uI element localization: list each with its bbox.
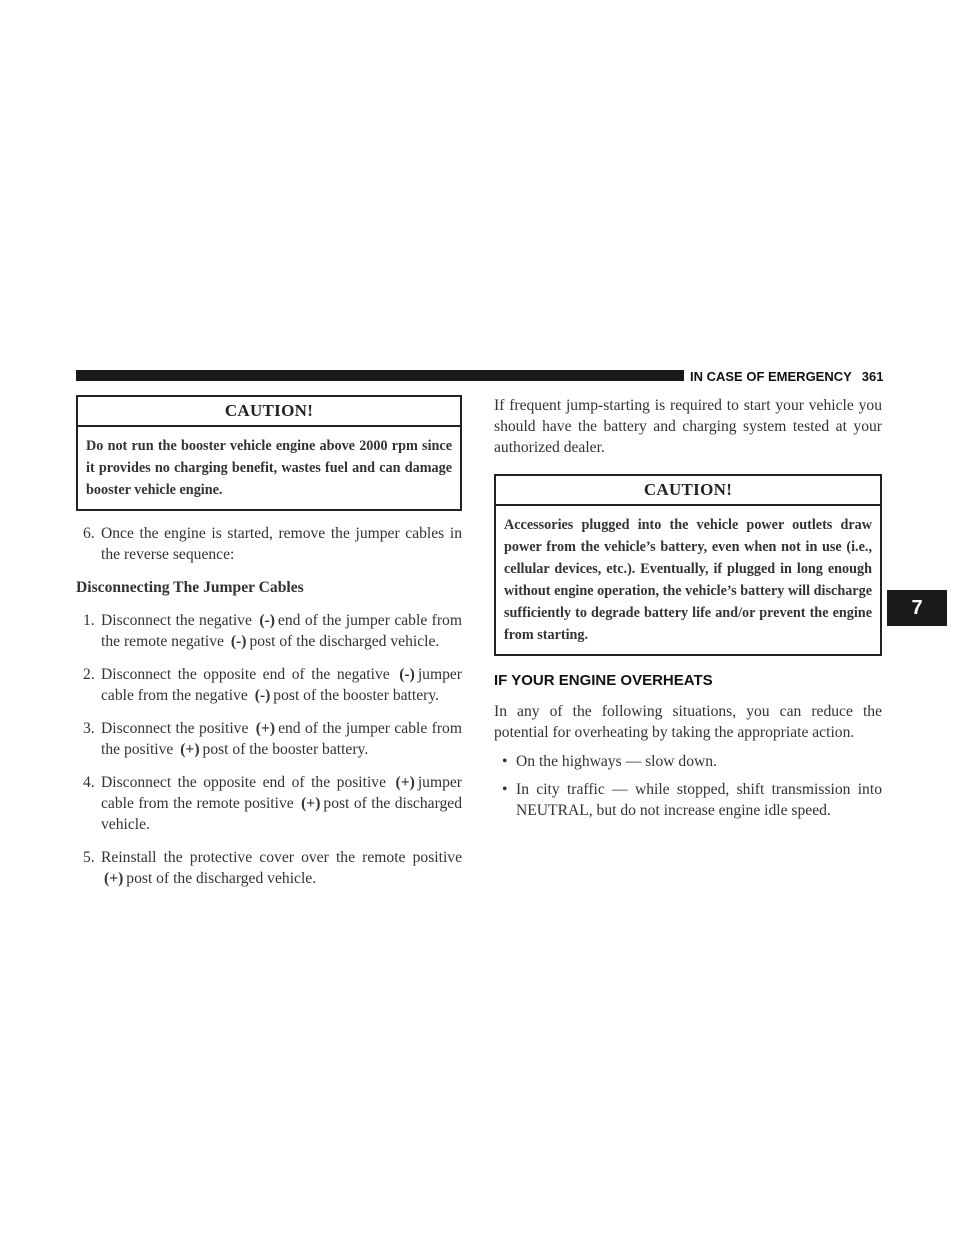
chapter-tab: 7 <box>887 590 947 626</box>
subheading-disconnecting: Disconnecting The Jumper Cables <box>76 579 304 596</box>
caution-box-booster <box>76 395 462 511</box>
jump-start-note: If frequent jump-starting is required to start your vehicle you should have the battery and charging system tested at your authorized dealer. <box>494 397 882 456</box>
disconnect-step: 4. Disconnect the opposite end of the positive (+) jumper cable from the remote positive (+) post of the discharged vehicle. <box>83 774 462 833</box>
disconnect-step-5: 5. Reinstall the protective cover over the remote positive (+) post of the discharged vehicle. <box>83 849 462 887</box>
step-6: 6. Once the engine is started, remove the jumper cables in the reverse sequence: <box>83 525 462 563</box>
disconnect-step: 1. Disconnect the negative (-) end of the jumper cable from the remote negative (-) post of the discharged vehicle. <box>83 612 462 650</box>
header-rule <box>76 370 684 381</box>
section-name: IN CASE OF EMERGENCY <box>690 369 852 384</box>
caution-box-accessories <box>494 474 882 656</box>
left-column <box>76 395 462 901</box>
disconnect-step: 3. Disconnect the positive (+) end of the jumper cable from the positive (+) post of the booster battery. <box>83 720 462 758</box>
caution-title: CAUTION! <box>496 476 880 506</box>
bullet-item: • In city traffic — while stopped, shift transmission into NEUTRAL, but do not increase engine idle speed. <box>502 781 882 819</box>
caution-text: Accessories plugged into the vehicle power outlets draw power from the vehicle’s battery, even when not in use (i.e., cellular devices, etc.). Eventually, if plugged in long enough without engine operation, the vehicle’s battery will discharge sufficiently to degrade battery life and/or prevent the engine from starting. <box>504 517 872 643</box>
disconnect-step: 2. Disconnect the opposite end of the negative (-) jumper cable from the negative (-) post of the booster battery. <box>83 666 462 704</box>
page-number: 361 <box>861 369 884 384</box>
running-header <box>690 369 882 384</box>
bullet-item: • On the highways — slow down. <box>502 753 717 770</box>
right-column <box>494 395 882 828</box>
overheat-intro: In any of the following situations, you can reduce the potential for overheating by taking the appropriate action. <box>494 703 882 741</box>
caution-title: CAUTION! <box>78 397 460 427</box>
caution-text: Do not run the booster vehicle engine above 2000 rpm since it provides no charging benefit, wastes fuel and can damage booster vehicle engine. <box>86 438 452 498</box>
section-heading-overheats: IF YOUR ENGINE OVERHEATS <box>494 672 713 689</box>
